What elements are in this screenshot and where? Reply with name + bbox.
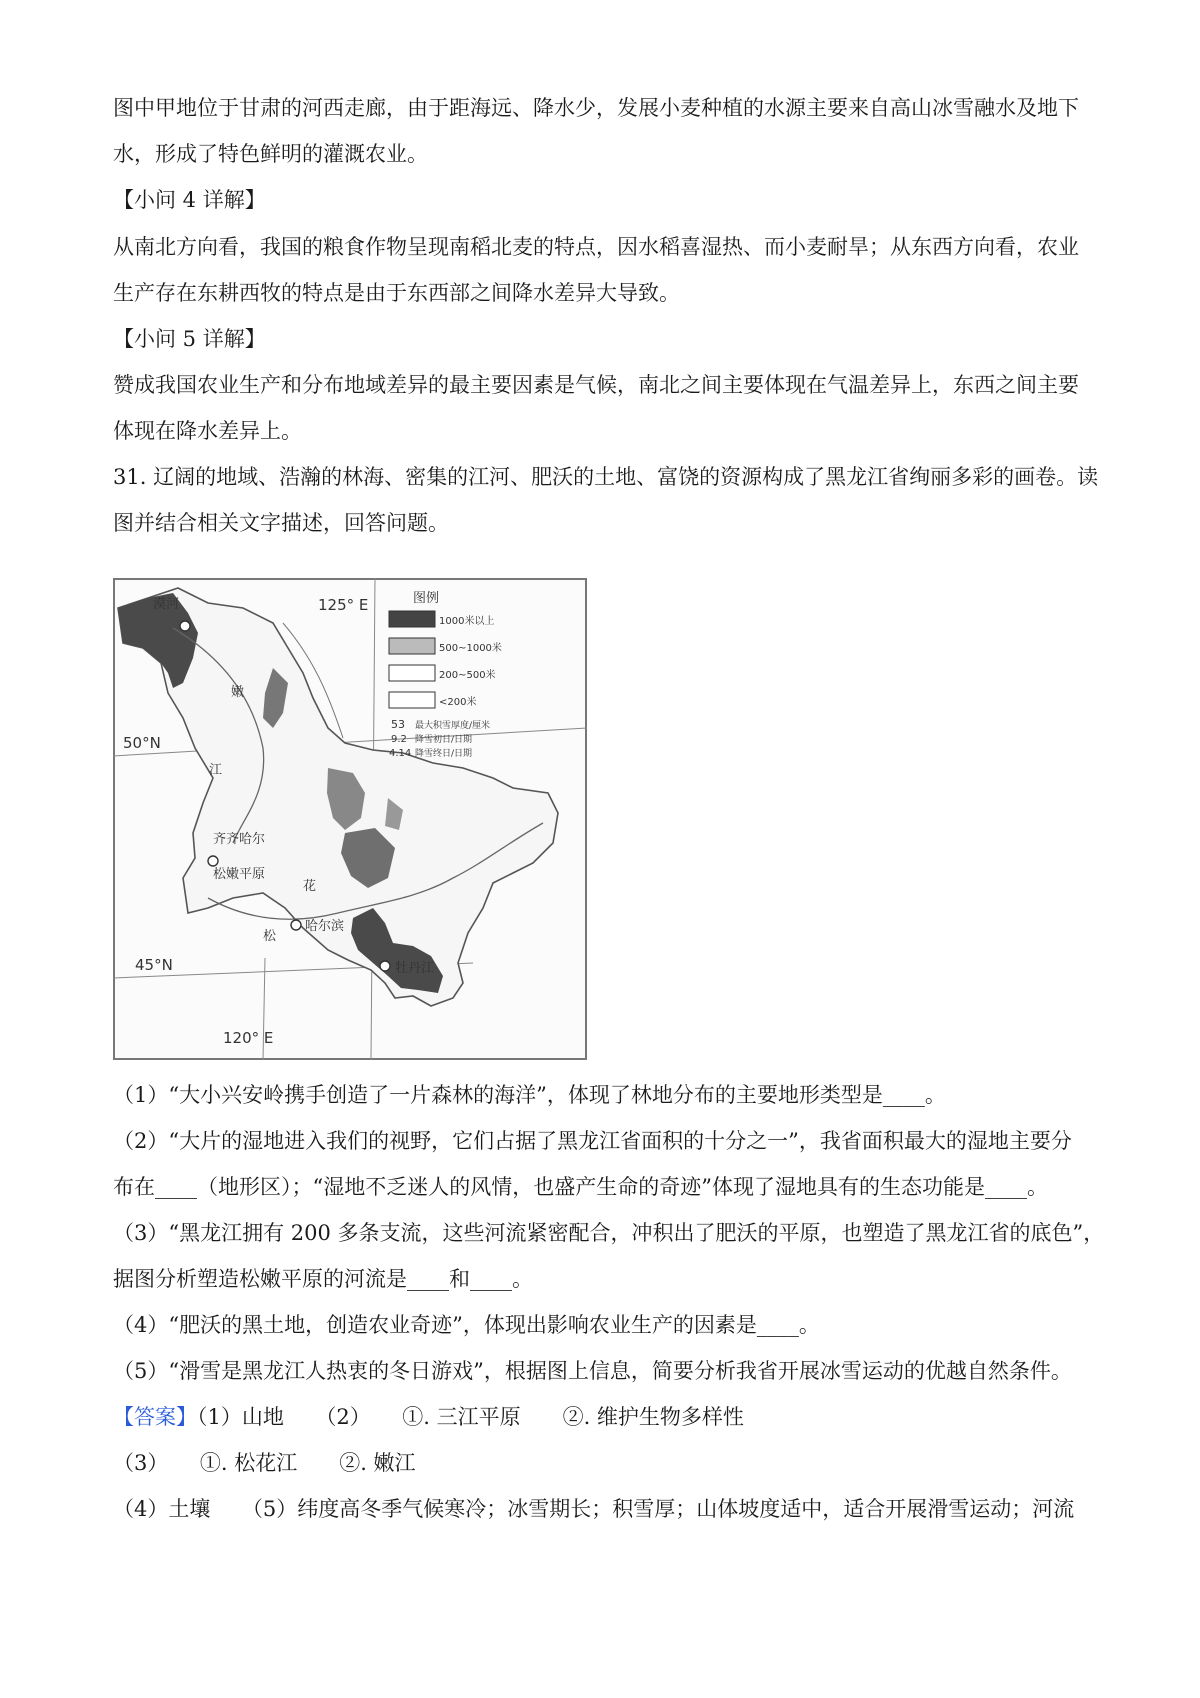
city-label-qiqihar: 齐齐哈尔 xyxy=(213,832,266,847)
city-marker-mudanjiang xyxy=(380,961,390,971)
lon-label-120: 120° E xyxy=(223,1029,274,1047)
legend-swatch-500 xyxy=(389,638,435,654)
legend-num-6: 9.2 xyxy=(391,734,407,745)
lat-label-50: 50°N xyxy=(123,734,161,752)
text-line: 图中甲地位于甘肃的河西走廊，由于距海远、降水少，发展小麦种植的水源主要来自高山冰雪融水及地下 xyxy=(113,96,1079,120)
sub-question-2: 布在____（地形区）；“湿地不乏迷人的风情，也盛产生命的奇迹”体现了湿地具有的生态功能是____。 xyxy=(113,1175,1048,1199)
answer-text: （1）山地 （2） ①. 三江平原 ②. 维护生物多样性 xyxy=(197,1405,744,1429)
legend-label-5: 最大积雪厚度/厘米 xyxy=(415,721,491,731)
text-line: 从南北方向看，我国的粮食作物呈现南稻北麦的特点，因水稻喜湿热、而小麦耐旱；从东西方向看，农业 xyxy=(113,235,1079,259)
section-heading-5: 【小问 5 详解】 xyxy=(113,327,266,351)
city-label-mudanjiang: 牡丹江 xyxy=(395,961,435,976)
legend-label-1: 1000米以上 xyxy=(439,616,495,627)
legend-label-2: 500~1000米 xyxy=(439,643,502,654)
lat-label-45: 45°N xyxy=(135,956,173,974)
legend-title: 图例 xyxy=(413,591,440,606)
sub-question-3: （3）“黑龙江拥有 200 多条支流，这些河流紧密配合，冲积出了肥沃的平原，也塑造了黑龙江省的底色”， xyxy=(113,1221,1105,1245)
legend-swatch-low xyxy=(389,692,435,708)
sub-question-2: （2）“大片的湿地进入我们的视野，它们占据了黑龙江省面积的十分之一”，我省面积最大的湿地主要分 xyxy=(113,1129,1072,1153)
sub-question-1: （1）“大小兴安岭携手创造了一片森林的海洋”，体现了林地分布的主要地形类型是____。 xyxy=(113,1083,946,1107)
question-31-stem: 图并结合相关文字描述，回答问题。 xyxy=(113,511,449,535)
legend-label-4: <200米 xyxy=(439,697,477,708)
legend-num-7: 4.14 xyxy=(389,748,412,759)
city-label-harbin: 哈尔滨 xyxy=(305,919,345,934)
section-heading-4: 【小问 4 详解】 xyxy=(113,188,266,212)
text-line: 生产存在东耕西牧的特点是由于东西部之间降水差异大导致。 xyxy=(113,281,680,305)
city-marker-qiqihar xyxy=(208,856,218,866)
lon-label-125: 125° E xyxy=(318,596,369,614)
map-svg xyxy=(113,578,587,1060)
city-label-mohe: 漠河 xyxy=(153,597,180,612)
legend-swatch-200 xyxy=(389,665,435,681)
river-label-jiang: 江 xyxy=(209,763,223,778)
text-line: 水，形成了特色鲜明的灌溉农业。 xyxy=(113,142,428,166)
river-label-nen: 嫩 xyxy=(231,685,245,700)
city-marker-harbin xyxy=(291,920,301,930)
river-label-song: 松 xyxy=(263,929,277,944)
legend-label-3: 200~500米 xyxy=(439,670,496,681)
text-line: 体现在降水差异上。 xyxy=(113,419,302,443)
river-label-hua: 花 xyxy=(303,879,317,894)
question-31-stem: 31. 辽阔的地域、浩瀚的林海、密集的江河、肥沃的土地、富饶的资源构成了黑龙江省绚丽多彩的画卷。读 xyxy=(113,465,1099,489)
legend-swatch-1000 xyxy=(389,611,435,627)
sub-question-5: （5）“滑雪是黑龙江人热衷的冬日游戏”，根据图上信息，简要分析我省开展冰雪运动的优越自然条件。 xyxy=(113,1359,1072,1383)
text-line: 赞成我国农业生产和分布地域差异的最主要因素是气候，南北之间主要体现在气温差异上，东西之间主要 xyxy=(113,373,1079,397)
legend-label-6: 降雪初日/日期 xyxy=(415,735,473,745)
answer-line-2: （3） ①. 松花江 ②. 嫩江 xyxy=(113,1451,416,1475)
legend-num-5: 53 xyxy=(391,718,405,731)
answer-line-1 xyxy=(113,1394,1103,1440)
city-marker-mohe xyxy=(180,621,190,631)
answer-line-3: （4）土壤 （5）纬度高冬季气候寒冷；冰雪期长；积雪厚；山体坡度适中，适合开展滑雪运动；河流 xyxy=(113,1497,1075,1521)
region-label-songnen: 松嫩平原 xyxy=(213,867,266,882)
heilongjiang-map xyxy=(113,578,587,1060)
sub-question-3: 据图分析塑造松嫩平原的河流是____和____。 xyxy=(113,1267,533,1291)
legend-label-7: 降雪终日/日期 xyxy=(415,749,473,759)
sub-question-4: （4）“肥沃的黑土地，创造农业奇迹”，体现出影响农业生产的因素是____。 xyxy=(113,1313,820,1337)
answer-tag: 【答案】 xyxy=(113,1405,197,1429)
